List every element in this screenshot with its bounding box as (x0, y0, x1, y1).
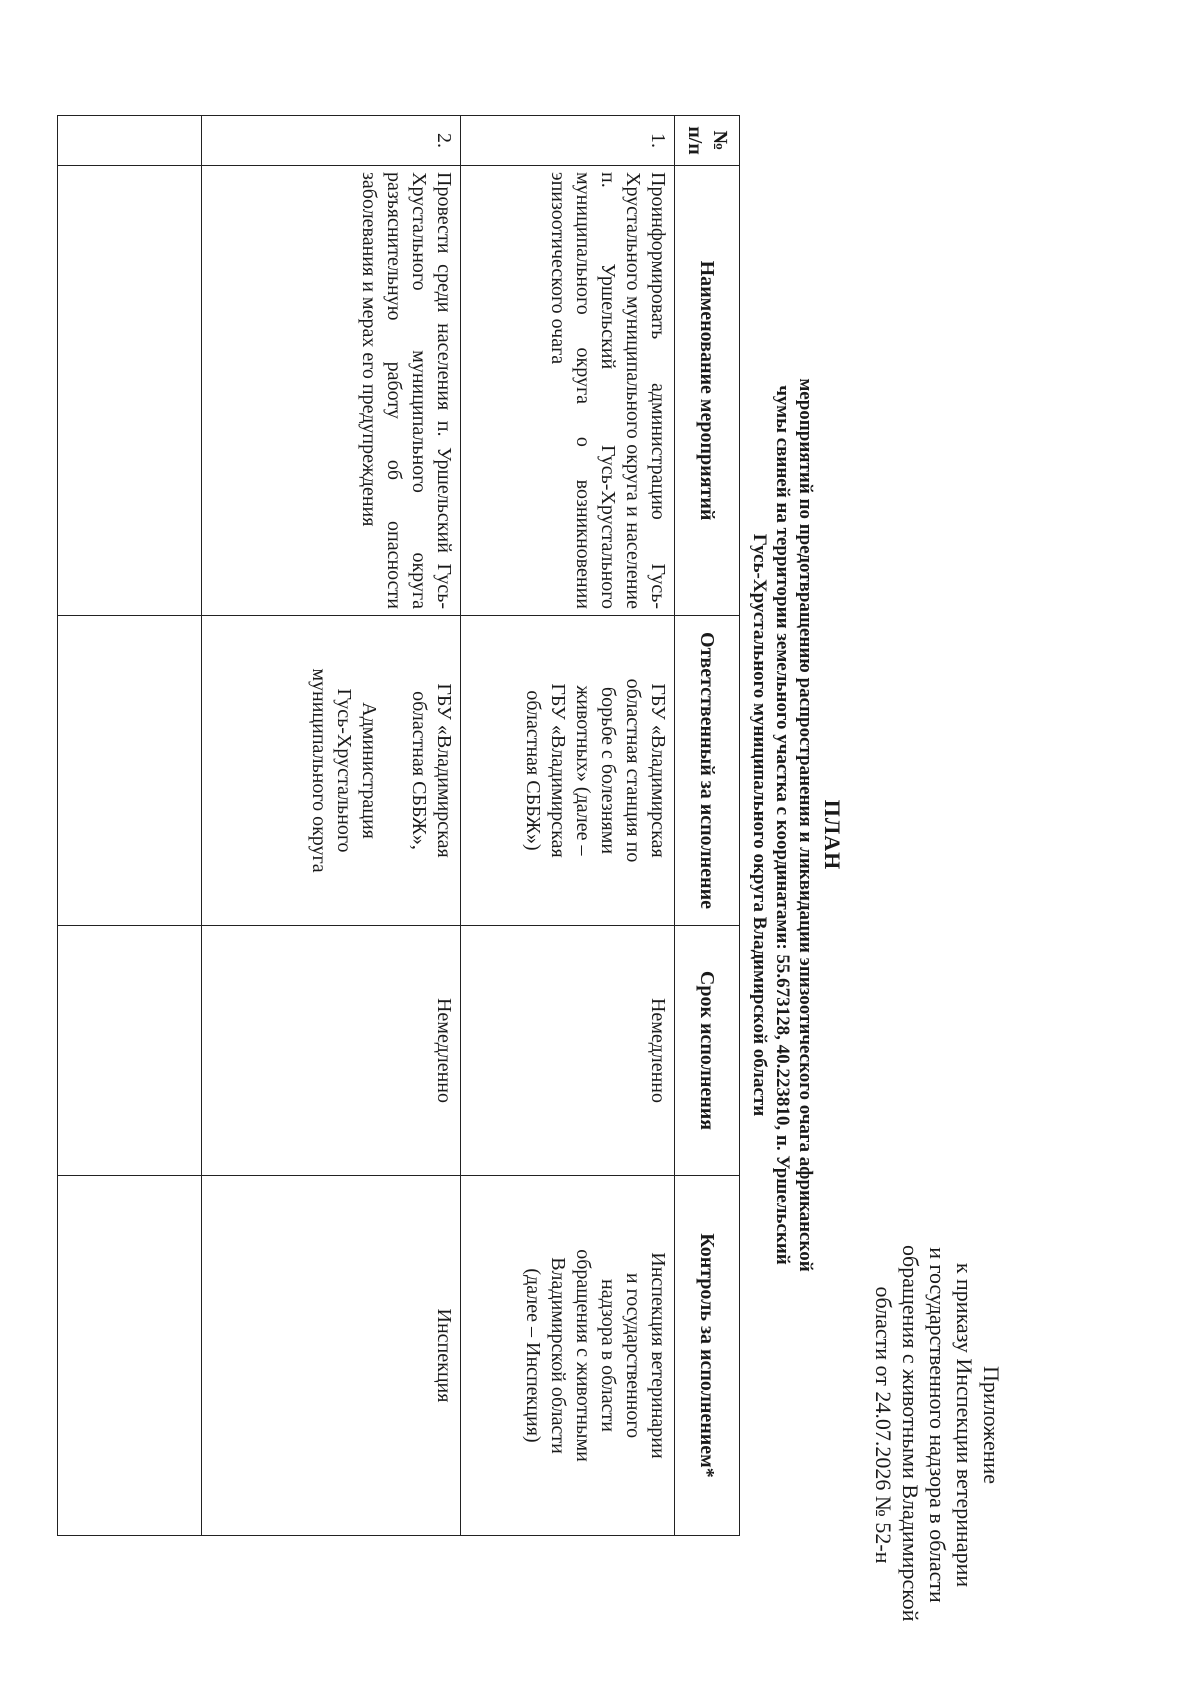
responsible-line: животных» (далее – (572, 685, 594, 856)
responsible-line: борьбе с болезнями (597, 686, 619, 855)
responsible-line: областная СББЖ») (522, 690, 544, 851)
header-term: Срок исполнения (675, 926, 740, 1176)
plan-table (57, 115, 740, 1536)
responsible-line: областная станция по (622, 678, 644, 863)
document-subtitle (748, 115, 817, 1535)
responsible-line: ГБУ «Владимирская (433, 683, 455, 858)
responsible-line: областная СББЖ», (408, 691, 430, 850)
row-control (461, 1176, 675, 1536)
appendix-block (870, 1245, 1005, 1622)
appendix-line: и государственного надзора в области (925, 1247, 950, 1603)
responsible-line: муниципального округа (308, 668, 330, 873)
responsible-line: ГБУ «Владимирская (647, 683, 669, 858)
appendix-line: к приказу Инспекции ветеринарии (952, 1262, 977, 1588)
responsible-line: Гусь-Хрустального (333, 688, 355, 853)
responsible-line (381, 622, 406, 919)
row-responsible (202, 616, 461, 926)
control-line: Инспекция ветеринарии (647, 1252, 669, 1459)
control-line: Владимирской области (547, 1257, 569, 1454)
control-line: надзора в области (597, 1279, 619, 1432)
row-control: Инспекция (202, 1176, 461, 1536)
row-name: Проинформировать администрацию Гусь-Хрустального муниципального округа и население п. Уршельский Гусь-Хрустального муниципального округа о возникновении эпизоотического очага (461, 166, 675, 616)
row-name (58, 166, 202, 616)
responsible-line: Администрация (358, 702, 380, 839)
appendix-line: обращения с животными Владимирской (898, 1245, 923, 1622)
row-num: 2. (202, 116, 461, 166)
row-control (58, 1176, 202, 1536)
document-page (125, 55, 1055, 1622)
row-term: Немедленно (202, 926, 461, 1176)
header-responsible: Ответственный за исполнение (675, 616, 740, 926)
appendix-line: Приложение (979, 1365, 1004, 1485)
table-header-row (675, 116, 740, 1536)
row-term: Немедленно (461, 926, 675, 1176)
control-line: обращения с животными (572, 1249, 594, 1462)
subtitle-line: Гусь-Хрустального муниципального округа Владимирской области (749, 533, 770, 1117)
header-num: № п/п (675, 116, 740, 166)
responsible-line: ГБУ «Владимирская (547, 683, 569, 858)
header-control: Контроль за исполнением* (675, 1176, 740, 1536)
subtitle-line: чумы свиней на территории земельного участка с координатами: 55.673128, 40.223810, п. Уршельский (772, 385, 793, 1265)
row-num (58, 116, 202, 166)
row-term (58, 926, 202, 1176)
document-title: ПЛАН (820, 799, 845, 871)
control-line: (далее – Инспекция) (522, 1268, 544, 1443)
control-line: и государственного (622, 1272, 644, 1439)
subtitle-line: мероприятий по предотвращению распространения и ликвидации эпизоотического очага африканской (795, 378, 816, 1272)
row-responsible (461, 616, 675, 926)
row-responsible (58, 616, 202, 926)
appendix-line: области от 24.07.2026 № 52-н (871, 1286, 896, 1564)
header-name: Наименование мероприятий (675, 166, 740, 616)
row-num: 1. (461, 116, 675, 166)
table-row (58, 116, 202, 1536)
table-row (461, 116, 675, 1536)
row-name: Провести среди населения п. Уршельский Гусь-Хрустального муниципального округа разъяснительную работу об опасности заболевания и мерах его предупреждения (202, 166, 461, 616)
table-row (202, 116, 461, 1536)
